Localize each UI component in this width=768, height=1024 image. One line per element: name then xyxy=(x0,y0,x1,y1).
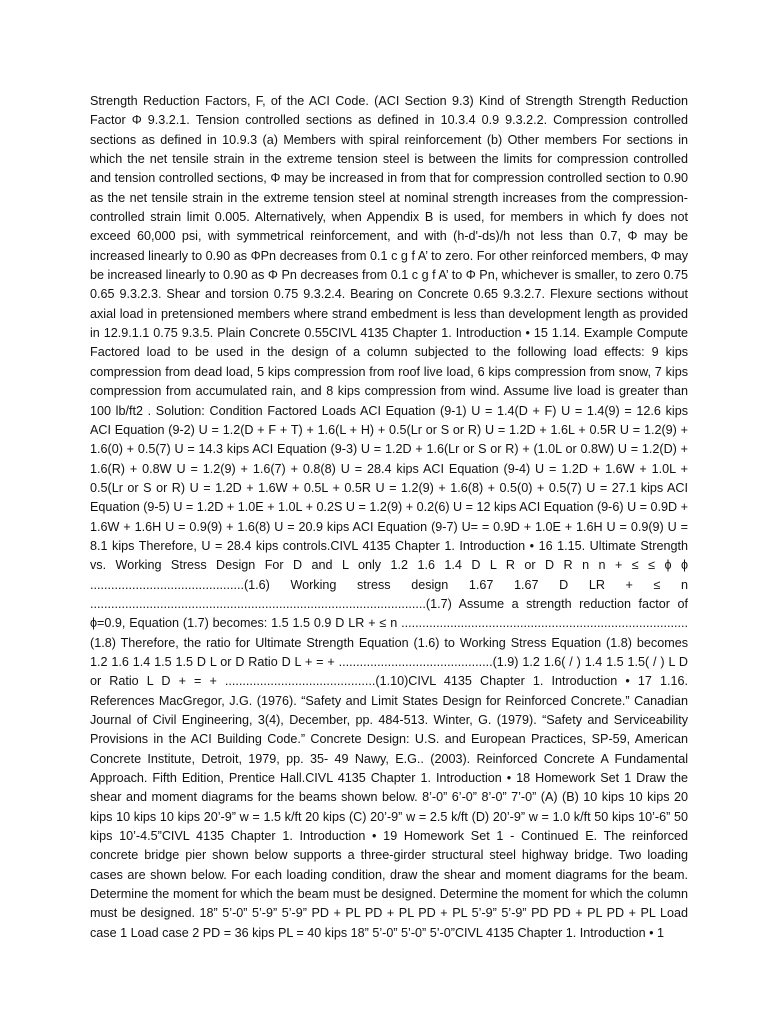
document-body-text: Strength Reduction Factors, F, of the ACI Code. (ACI Section 9.3) Kind of Strength Strength Reduction Factor Φ 9.3.2.1. Tension controlled sections as defined in 10.3.4 0.9 9.3.2.2. Compression controlled sections as defined in 10.9.3 (a) Members with spiral reinforcement (b) Other members For sections in which the net tensile strain in the extreme tension steel is between the limits for compression controlled and tension controlled sections, Φ may be increased in from that for compression controlled section to 0.90 as the net tensile strain in the extreme tension steel at nominal strength increases from the compression-controlled strain limit 0.005. Alternatively, when Appendix B is used, for members in which fy does not exceed 60,000 psi, with symmetrical reinforcement, and with (h-d'-ds)/h not less than 0.7, Φ may be increased linearly to 0.90 as ΦPn decreases from 0.1 c g f A’ to zero. For other reinforced members, Φ may be increased linearly to 0.90 as Φ Pn decreases from 0.1 c g f A’ to Φ Pn, whichever is smaller, to zero 0.75 0.65 9.3.2.3. Shear and torsion 0.75 9.3.2.4. Bearing on Concrete 0.65 9.3.2.7. Flexure sections without axial load in pretensioned members where strand embedment is less than development length as provided in 12.9.1.1 0.75 9.3.5. Plain Concrete 0.55CIVL 4135 Chapter 1. Introduction • 15 1.14. Example Compute Factored load to be used in the design of a column subjected to the following load effects: 9 kips compression from dead load, 5 kips compression from roof live load, 6 kips compression from snow, 7 kips compression from accumulated rain, and 8 kips compression from wind. Assume live load is greater than 100 lb/ft2 . Solution: Condition Factored Loads ACI Equation (9-1) U = 1.4(D + F) U = 1.4(9) = 12.6 kips ACI Equation (9-2) U = 1.2(D + F + T) + 1.6(L + H) + 0.5(Lr or S or R) U = 1.2D + 1.6L + 0.5R U = 1.2(9) + 1.6(0) + 0.5(7) U = 14.3 kips ACI Equation (9-3) U = 1.2D + 1.6(Lr or S or R) + (1.0L or 0.8W) U = 1.2(D) + 1.6(R) + 0.8W U = 1.2(9) + 1.6(7) + 0.8(8) U = 28.4 kips ACI Equation (9-4) U = 1.2D + 1.6W + 1.0L + 0.5(Lr or S or R) U = 1.2D + 1.6W + 0.5L + 0.5R U = 1.2(9) + 1.6(8) + 0.5(0) + 0.5(7) U = 27.1 kips ACI Equation (9-5) U = 1.2D + 1.0E + 1.0L + 0.2S U = 1.2(9) + 0.2(6) U = 12 kips ACI Equation (9-6) U = 0.9D + 1.6W + 1.6H U = 0.9(9) + 1.6(8) U = 20.9 kips ACI Equation (9-7) U= = 0.9D + 1.0E + 1.6H U = 0.9(9) U = 8.1 kips Therefore, U = 28.4 kips controls.CIVL 4135 Chapter 1. Introduction • 16 1.15. Ultimate Strength vs. Working Stress Design For D and L only 1.2 1.6 1.4 D L R or D R n n + ≤ ≤ ϕ ϕ ............................................(1.6) Working stress design 1.67 1.67 D LR + ≤ n ................................................................................................(1.7) Assume a strength reduction factor of ϕ=0.9, Equation (1.7) becomes: 1.5 1.5 0.9 D LR + ≤ n ..................................................................................(1.8) Therefore, the ratio for Ultimate Strength Equation (1.6) to Working Stress Equation (1.8) becomes 1.2 1.6 1.4 1.5 1.5 D L or D Ratio D L + = + ............................................(1.9) 1.2 1.6( / ) 1.4 1.5 1.5( / ) L D or Ratio L D + = + ...........................................(1.10)CIVL 4135 Chapter 1. Introduction • 17 1.16. References MacGregor, J.G. (1976). “Safety and Limit States Design for Reinforced Concrete.” Canadian Journal of Civil Engineering, 3(4), December, pp. 484-513. Winter, G. (1979). “Safety and Serviceability Provisions in the ACI Building Code.” Concrete Design: U.S. and European Practices, SP-59, American Concrete Institute, Detroit, 1979, pp. 35- 49 Nawy, E.G.. (2003). Reinforced Concrete A Fundamental Approach. Fifth Edition, Prentice Hall.CIVL 4135 Chapter 1. Introduction • 18 Homework Set 1 Draw the shear and moment diagrams for the beams shown below. 8’-0” 6’-0” 8’-0” 7’-0” (A) (B) 10 kips 10 kips 20 kips 10 kips 10 kips 20’-9” w = 1.5 k/ft 20 kips (C) 20’-9” w = 2.5 k/ft (D) 20’-9” w = 1.0 k/ft 50 kips 10’-6” 50 kips 10’-4.5”CIVL 4135 Chapter 1. Introduction • 19 Homework Set 1 - Continued E. The reinforced concrete bridge pier shown below supports a three-girder structural steel highway bridge. Two loading cases are shown below. For each loading condition, draw the shear and moment diagrams for the beam. Determine the moment for which the beam must be designed. Determine the moment for which the column must be designed. 18” 5’-0” 5’-9” 5’-9” PD + PL PD + PL PD + PL 5’-9” 5’-9” PD PD + PL PD + PL Load case 1 Load case 2 PD = 36 kips PL = 40 kips 18” 5’-0” 5’-0” 5’-0”CIVL 4135 Chapter 1. Introduction • 1 xyxy=(90,94,688,940)
